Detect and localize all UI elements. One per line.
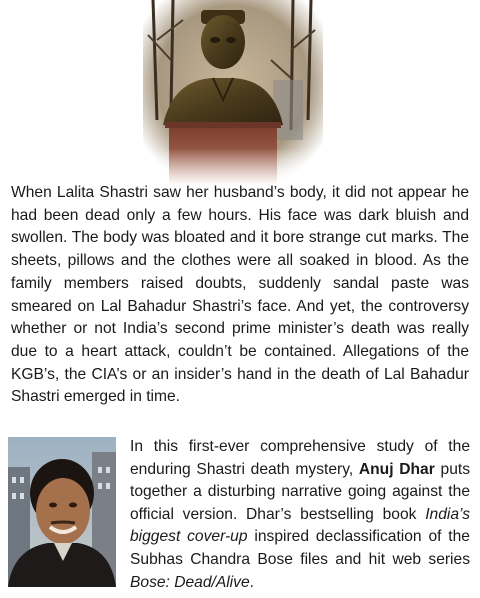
author-blurb-part4: .	[249, 573, 254, 591]
series-title: Bose: Dead/Alive	[130, 573, 250, 591]
author-blurb	[130, 436, 470, 594]
author-photo	[8, 437, 116, 587]
shastri-bust-photo	[143, 0, 323, 185]
author-blurb-part1: In this first-ever comprehensive study of the enduring Shastri death mystery,	[130, 438, 470, 478]
author-portrait-icon	[8, 437, 116, 587]
book-title: India’s biggest cover-up	[130, 505, 470, 546]
main-paragraph: When Lalita Shastri saw her husband’s body, it did not appear he had been dead only a few hours. His face was dark bluish and swollen. The body was bloated and it bore strange cut marks. The sheets, pillows and the clothes were all soaked in blood. As the family members raised doubts, suddenly sandal paste was smeared on Lal Bahadur Shastri’s face. And yet, the controversy whether or not India’s second prime minister’s death was really due to a heart attack, couldn’t be contained. Allegations of the KGB’s, the CIA’s or an insider’s hand in the death of Lal Bahadur Shastri emerged in time.	[11, 184, 469, 406]
bust-statue-icon	[143, 0, 323, 185]
author-blurb-part2: puts together a disturbing narrative going against the official version. Dhar’s bestselling book	[130, 460, 470, 523]
author-blurb-part3: inspired declassification of the Subhas Chandra Bose files and hit web series	[130, 528, 470, 568]
author-name: Anuj Dhar	[358, 460, 435, 478]
